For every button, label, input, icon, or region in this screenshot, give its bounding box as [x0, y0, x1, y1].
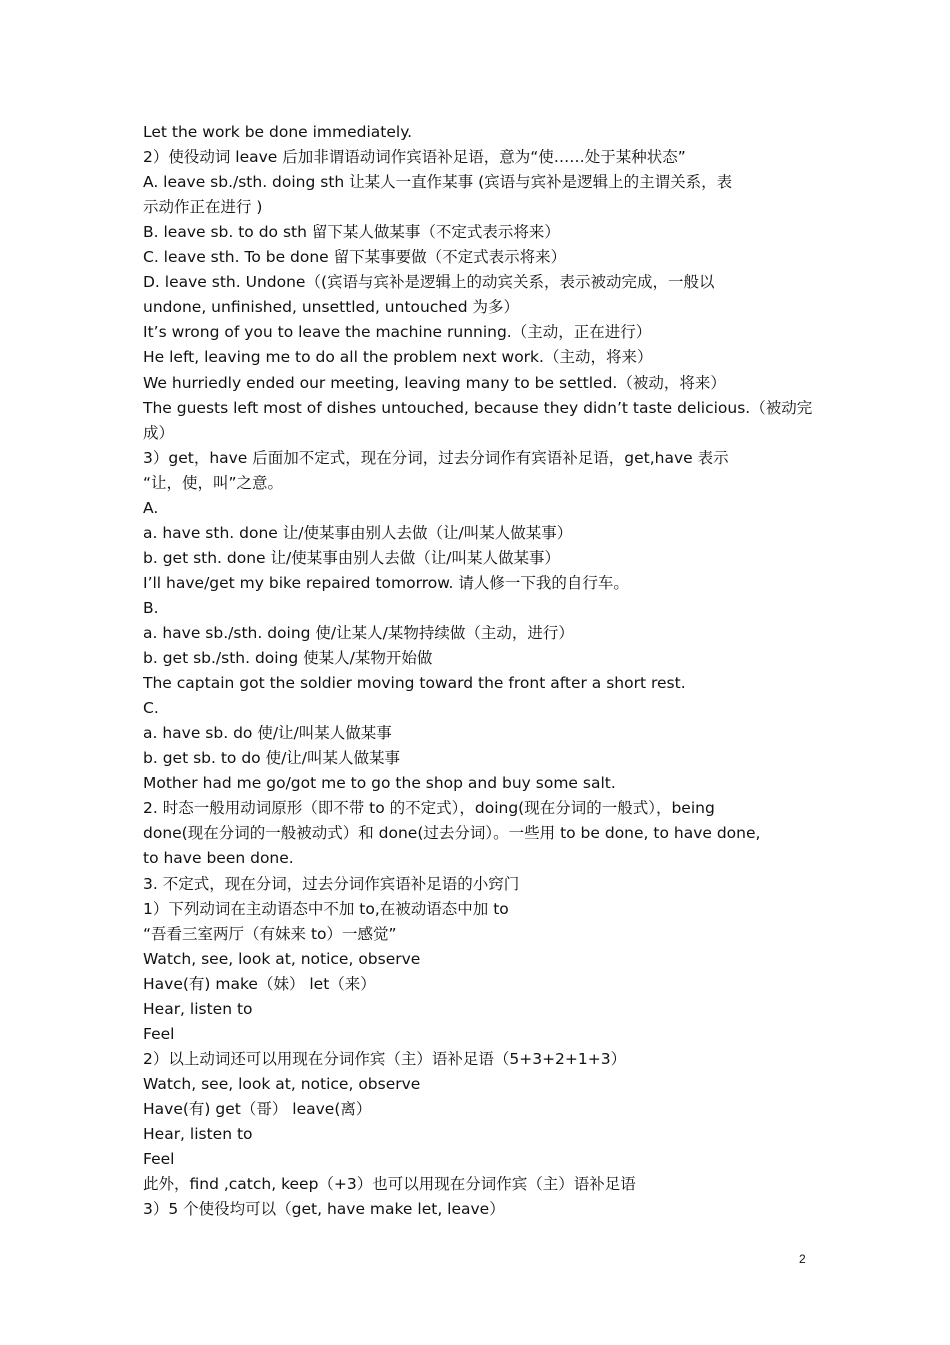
text-line: Watch, see, look at, notice, observe [143, 949, 421, 968]
text-line: 3）5 个使役均可以（get, have make let, leave） [143, 1200, 505, 1219]
text-line: Hear, listen to [143, 1125, 253, 1143]
text-line: b. get sth. done 让/使某事由别人去做（让/叫某人做某事） [143, 548, 560, 567]
text-line: done(现在分词的一般被动式）和 done(过去分词）。一些用 to be done, to have done, [143, 824, 761, 843]
text-line: We hurriedly ended our meeting, leaving many to be settled.（被动，将来） [143, 373, 726, 392]
text-line: Feel [143, 1024, 175, 1043]
text-line: b. get sb./sth. doing 使某人/某物开始做 [143, 649, 433, 668]
text-line: The guests left most of dishes untouched, because they didn’t taste delicious.（被动完 [143, 398, 813, 417]
text-line: Mother had me go/got me to go the shop and buy some salt. [143, 774, 616, 793]
text-line: 示动作正在进行 ) [143, 198, 263, 217]
text-line: 3）get，have 后面加不定式，现在分词，过去分词作有宾语补足语，get,have 表示 [143, 448, 729, 467]
text-line: b. get sb. to do 使/让/叫某人做某事 [143, 749, 401, 768]
text-line: Have(有) make（妹） let（来） [143, 974, 376, 993]
text-line: 3. 不定式，现在分词，过去分词作宾语补足语的小窍门 [143, 874, 520, 893]
text-line: It’s wrong of you to leave the machine running.（主动，正在进行） [143, 323, 652, 342]
text-line: A. leave sb./sth. doing sth 让某人一直作某事 (宾语与宾补是逻辑上的主谓关系，表 [143, 173, 733, 192]
text-line: a. have sb./sth. doing 使/让某人/某物持续做（主动，进行） [143, 624, 574, 642]
text-line: The captain got the soldier moving toward the front after a short rest. [143, 674, 686, 693]
text-line: a. have sb. do 使/让/叫某人做某事 [143, 724, 392, 743]
text-line: He left, leaving me to do all the problem next work.（主动，将来） [143, 348, 653, 367]
text-line: “让，使，叫”之意。 [143, 473, 284, 492]
text-line: to have been done. [143, 849, 294, 868]
text-line: A. [143, 498, 159, 517]
text-line: C. [143, 699, 159, 718]
text-line: Hear, listen to [143, 999, 253, 1018]
text-line: C. leave sth. To be done 留下某事要做（不定式表示将来） [143, 248, 567, 267]
page-number: 2 [799, 1252, 806, 1266]
text-line: I’ll have/get my bike repaired tomorrow. 请人修一下我的自行车。 [143, 573, 629, 592]
text-line: 1）下列动词在主动语态中不加 to,在被动语态中加 to [143, 899, 509, 918]
text-line: undone, unfinished, unsettled, untouched 为多） [143, 298, 519, 317]
text-line: 成） [143, 423, 175, 442]
text-line: “吾看三室两厅（有妹来 to）一感觉” [143, 924, 397, 943]
text-line: 2）以上动词还可以用现在分词作宾（主）语补足语（5+3+2+1+3） [143, 1049, 627, 1068]
text-line: Watch, see, look at, notice, observe [143, 1074, 421, 1093]
text-line: a. have sth. done 让/使某事由别人去做（让/叫某人做某事） [143, 523, 573, 542]
text-line: Feel [143, 1150, 175, 1169]
text-line: Have(有) get（哥） leave(离） [143, 1099, 372, 1118]
text-line: B. [143, 598, 159, 617]
text-line: Let the work be done immediately. [143, 123, 413, 141]
text-line: 2）使役动词 leave 后加非谓语动词作宾语补足语，意为“使……处于某种状态” [143, 148, 686, 167]
text-line: 2. 时态一般用动词原形（即不带 to 的不定式），doing(现在分词的一般式），being [143, 799, 715, 818]
text-line: 此外，find ,catch, keep（+3）也可以用现在分词作宾（主）语补足语 [143, 1175, 636, 1194]
text-line: B. leave sb. to do sth 留下某人做某事（不定式表示将来） [143, 223, 560, 242]
text-line: D. leave sth. Undone（(宾语与宾补是逻辑上的动宾关系，表示被动完成，一般以 [143, 273, 715, 292]
